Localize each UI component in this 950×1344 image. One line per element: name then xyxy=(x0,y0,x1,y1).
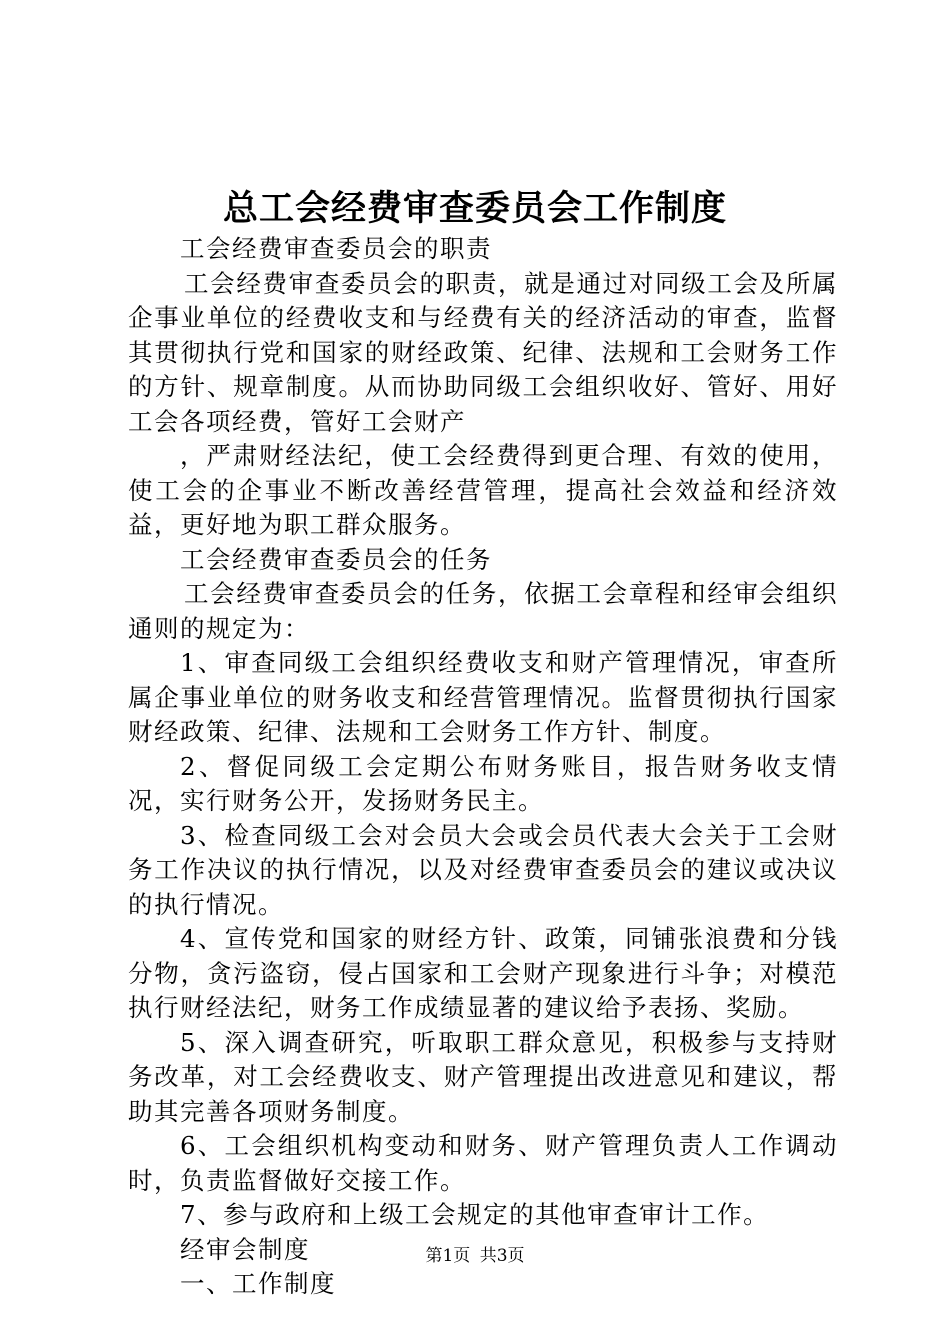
section-heading-tasks: 工会经费审查委员会的任务 xyxy=(180,544,492,574)
list-item: 5、深入调查研究，听取职工群众意见，积极参与支持财务改革，对工会经费收支、财产管理提出改进意见和建议，帮助其完善各项财务制度。 xyxy=(128,1027,838,1126)
page-total: 共3页 xyxy=(479,1246,525,1266)
paragraph-duties-continued: ，严肃财经法纪，使工会经费得到更合理、有效的使用，使工会的企事业不断改善经营管理，提高社会效益和经济效益，更好地为职工群众服务。 xyxy=(128,441,838,539)
list-item: 4、宣传党和国家的财经方针、政策，同铺张浪费和分钱分物，贪污盗窃，侵占国家和工会财产现象进行斗争；对模范执行财经法纪，财务工作成绩显著的建议给予表扬、奖励。 xyxy=(128,924,838,1022)
list-item: 2、督促同级工会定期公布财务账目，报告财务收支情况，实行财务公开，发扬财务民主。 xyxy=(128,751,838,815)
list-item: 6、工会组织机构变动和财务、财产管理负责人工作调动时，负责监督做好交接工作。 xyxy=(128,1131,838,1195)
list-item: 7、参与政府和上级工会规定的其他审查审计工作。 xyxy=(180,1200,770,1229)
section-heading-duties: 工会经费审查委员会的职责 xyxy=(180,234,492,263)
page-title: 总工会经费审查委员会工作制度 xyxy=(222,188,727,229)
paragraph-duties: 工会经费审查委员会的职责，就是通过对同级工会及所属企事业单位的经费收支和与经费有关的经济活动的审查，监督其贯彻执行党和国家的财经政策、纪律、法规和工会财务工作的方针、规章制度。从而协助同级工会组织收好、管好、用好工会各项经费，管好工会财产 xyxy=(128,268,838,436)
list-item: 1、审查同级工会组织经费收支和财产管理情况，审查所属企事业单位的财务收支和经营管理情况。监督贯彻执行国家财经政策、纪律、法规和工会财务工作方针、制度。 xyxy=(128,648,838,746)
page-footer xyxy=(0,1244,950,1268)
page-number: 第1页 xyxy=(425,1246,471,1266)
paragraph-tasks-intro: 工会经费审查委员会的任务，依据工会章程和经审会组织通则的规定为： xyxy=(128,579,838,643)
section-heading-system: 经审会制度 xyxy=(180,1234,310,1264)
subsection-heading-work-system: 一、工作制度 xyxy=(180,1269,336,1298)
list-item: 3、检查同级工会对会员大会或会员代表大会关于工会财务工作决议的执行情况，以及对经费审查委员会的建议或决议的执行情况。 xyxy=(128,820,838,919)
document-body xyxy=(128,232,838,1302)
